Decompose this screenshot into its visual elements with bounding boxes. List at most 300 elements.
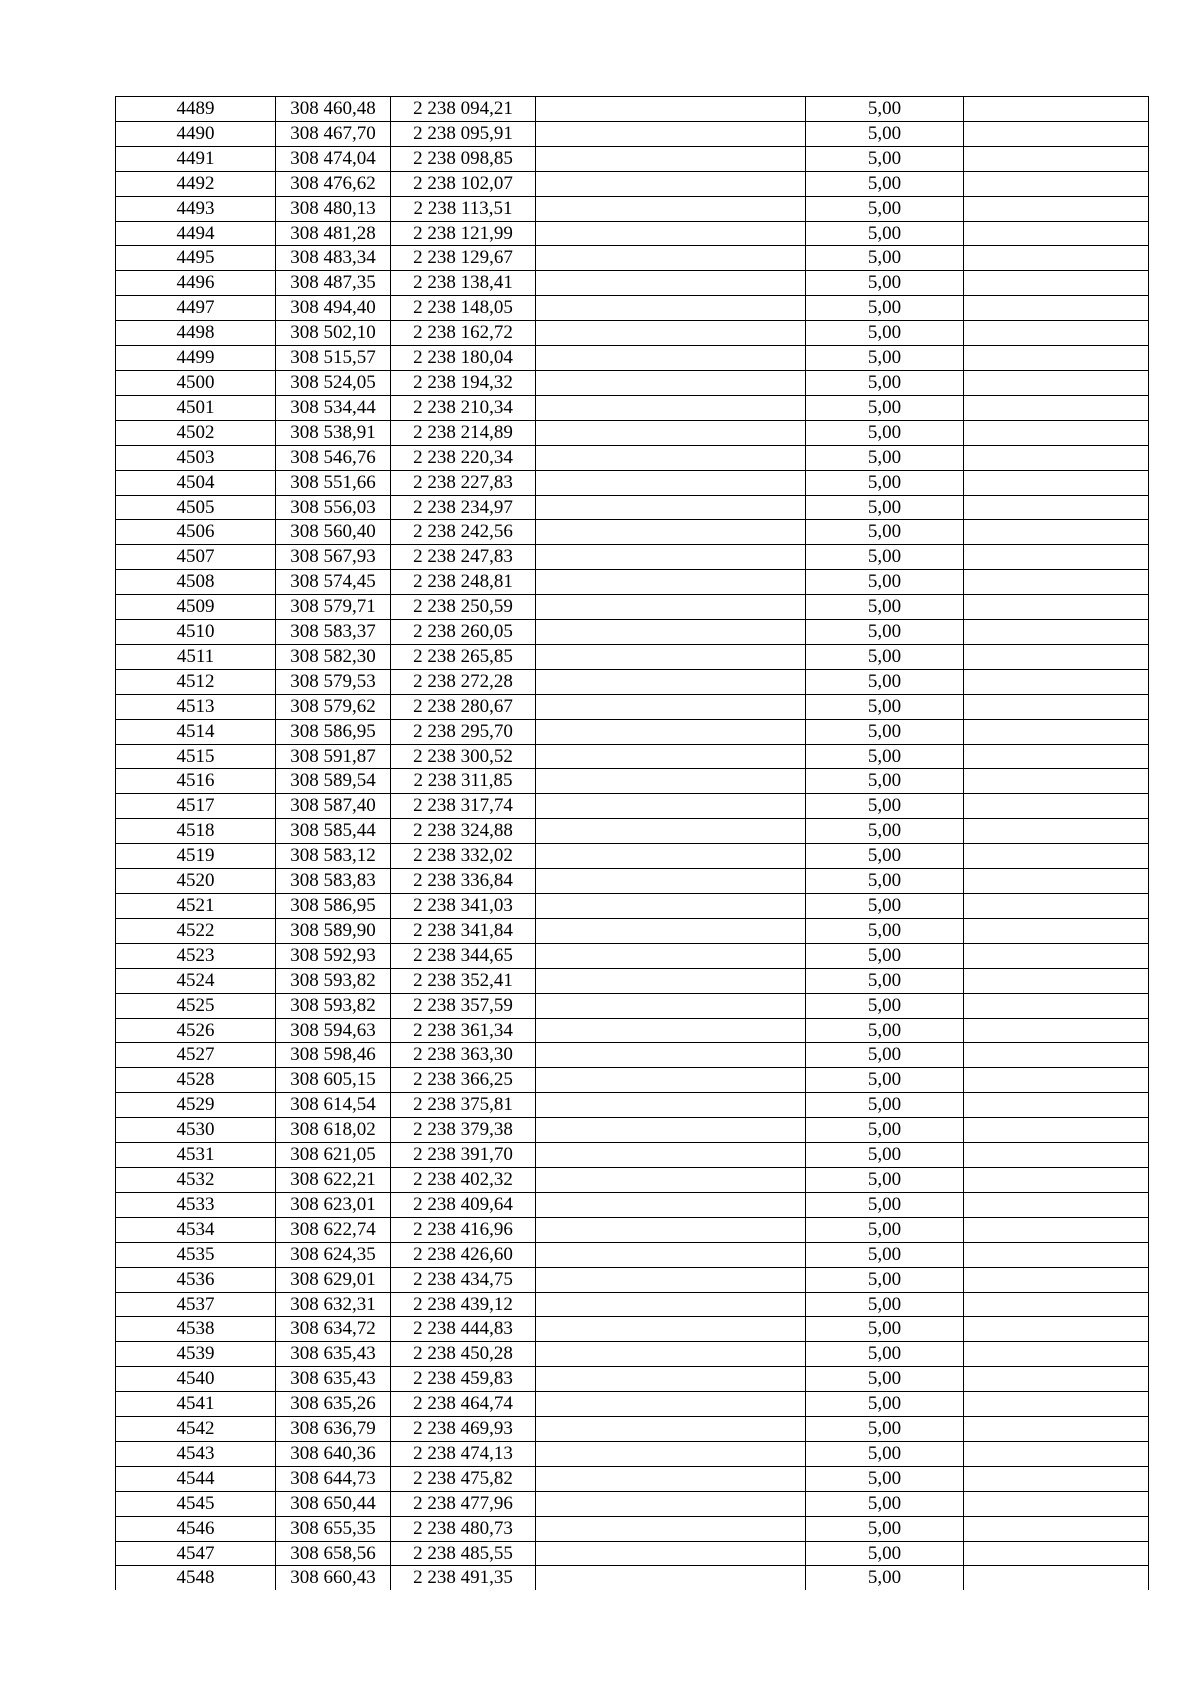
value-cell: 5,00	[806, 470, 964, 495]
table-row	[116, 1392, 1149, 1417]
x-coordinate-cell: 308 593,82	[276, 968, 391, 993]
remark-cell	[964, 1367, 1149, 1392]
point-number-cell: 4496	[116, 271, 276, 296]
point-number-cell: 4523	[116, 943, 276, 968]
x-coordinate-cell: 308 622,21	[276, 1167, 391, 1192]
table-row	[116, 1342, 1149, 1367]
y-coordinate-cell: 2 238 227,83	[391, 470, 536, 495]
point-number-cell: 4543	[116, 1441, 276, 1466]
remark-cell	[964, 1192, 1149, 1217]
point-number-cell: 4528	[116, 1068, 276, 1093]
table-row	[116, 520, 1149, 545]
point-number-cell: 4541	[116, 1392, 276, 1417]
x-coordinate-cell: 308 587,40	[276, 794, 391, 819]
remark-cell	[964, 1093, 1149, 1118]
y-coordinate-cell: 2 238 148,05	[391, 296, 536, 321]
empty-cell	[536, 719, 806, 744]
x-coordinate-cell: 308 614,54	[276, 1093, 391, 1118]
point-number-cell: 4531	[116, 1143, 276, 1168]
empty-cell	[536, 819, 806, 844]
remark-cell	[964, 445, 1149, 470]
y-coordinate-cell: 2 238 336,84	[391, 869, 536, 894]
point-number-cell: 4500	[116, 370, 276, 395]
remark-cell	[964, 146, 1149, 171]
remark-cell	[964, 1342, 1149, 1367]
empty-cell	[536, 1018, 806, 1043]
y-coordinate-cell: 2 238 469,93	[391, 1417, 536, 1442]
empty-cell	[536, 370, 806, 395]
remark-cell	[964, 694, 1149, 719]
value-cell: 5,00	[806, 894, 964, 919]
empty-cell	[536, 296, 806, 321]
point-number-cell: 4546	[116, 1516, 276, 1541]
table-row	[116, 121, 1149, 146]
point-number-cell: 4498	[116, 321, 276, 346]
remark-cell	[964, 968, 1149, 993]
x-coordinate-cell: 308 481,28	[276, 221, 391, 246]
x-coordinate-cell: 308 629,01	[276, 1267, 391, 1292]
x-coordinate-cell: 308 476,62	[276, 171, 391, 196]
y-coordinate-cell: 2 238 402,32	[391, 1167, 536, 1192]
empty-cell	[536, 1143, 806, 1168]
empty-cell	[536, 1417, 806, 1442]
value-cell: 5,00	[806, 1192, 964, 1217]
y-coordinate-cell: 2 238 444,83	[391, 1317, 536, 1342]
x-coordinate-cell: 308 621,05	[276, 1143, 391, 1168]
point-number-cell: 4509	[116, 595, 276, 620]
empty-cell	[536, 171, 806, 196]
y-coordinate-cell: 2 238 480,73	[391, 1516, 536, 1541]
empty-cell	[536, 1292, 806, 1317]
empty-cell	[536, 869, 806, 894]
table-row	[116, 894, 1149, 919]
y-coordinate-cell: 2 238 474,13	[391, 1441, 536, 1466]
table-row	[116, 1143, 1149, 1168]
point-number-cell: 4513	[116, 694, 276, 719]
remark-cell	[964, 1541, 1149, 1566]
point-number-cell: 4514	[116, 719, 276, 744]
value-cell: 5,00	[806, 545, 964, 570]
table-body	[116, 97, 1149, 1591]
empty-cell	[536, 1317, 806, 1342]
x-coordinate-cell: 308 585,44	[276, 819, 391, 844]
remark-cell	[964, 420, 1149, 445]
value-cell: 5,00	[806, 669, 964, 694]
value-cell: 5,00	[806, 943, 964, 968]
table-row	[116, 1292, 1149, 1317]
empty-cell	[536, 694, 806, 719]
remark-cell	[964, 296, 1149, 321]
y-coordinate-cell: 2 238 366,25	[391, 1068, 536, 1093]
empty-cell	[536, 968, 806, 993]
y-coordinate-cell: 2 238 194,32	[391, 370, 536, 395]
x-coordinate-cell: 308 483,34	[276, 246, 391, 271]
x-coordinate-cell: 308 579,62	[276, 694, 391, 719]
point-number-cell: 4542	[116, 1417, 276, 1442]
remark-cell	[964, 794, 1149, 819]
remark-cell	[964, 246, 1149, 271]
point-number-cell: 4533	[116, 1192, 276, 1217]
remark-cell	[964, 644, 1149, 669]
value-cell: 5,00	[806, 420, 964, 445]
value-cell: 5,00	[806, 644, 964, 669]
empty-cell	[536, 844, 806, 869]
value-cell: 5,00	[806, 869, 964, 894]
empty-cell	[536, 570, 806, 595]
y-coordinate-cell: 2 238 220,34	[391, 445, 536, 470]
table-row	[116, 1068, 1149, 1093]
remark-cell	[964, 470, 1149, 495]
x-coordinate-cell: 308 634,72	[276, 1317, 391, 1342]
point-number-cell: 4492	[116, 171, 276, 196]
y-coordinate-cell: 2 238 265,85	[391, 644, 536, 669]
x-coordinate-cell: 308 474,04	[276, 146, 391, 171]
empty-cell	[536, 993, 806, 1018]
remark-cell	[964, 545, 1149, 570]
table-row	[116, 445, 1149, 470]
table-row	[116, 869, 1149, 894]
remark-cell	[964, 1491, 1149, 1516]
table-row	[116, 744, 1149, 769]
empty-cell	[536, 196, 806, 221]
remark-cell	[964, 321, 1149, 346]
empty-cell	[536, 1167, 806, 1192]
table-row	[116, 918, 1149, 943]
x-coordinate-cell: 308 591,87	[276, 744, 391, 769]
point-number-cell: 4544	[116, 1466, 276, 1491]
empty-cell	[536, 620, 806, 645]
remark-cell	[964, 495, 1149, 520]
remark-cell	[964, 221, 1149, 246]
point-number-cell: 4534	[116, 1217, 276, 1242]
table-row	[116, 570, 1149, 595]
x-coordinate-cell: 308 598,46	[276, 1043, 391, 1068]
x-coordinate-cell: 308 640,36	[276, 1441, 391, 1466]
empty-cell	[536, 271, 806, 296]
value-cell: 5,00	[806, 520, 964, 545]
empty-cell	[536, 545, 806, 570]
y-coordinate-cell: 2 238 459,83	[391, 1367, 536, 1392]
remark-cell	[964, 1267, 1149, 1292]
value-cell: 5,00	[806, 769, 964, 794]
point-number-cell: 4517	[116, 794, 276, 819]
empty-cell	[536, 346, 806, 371]
remark-cell	[964, 520, 1149, 545]
value-cell: 5,00	[806, 1417, 964, 1442]
point-number-cell: 4538	[116, 1317, 276, 1342]
y-coordinate-cell: 2 238 491,35	[391, 1566, 536, 1590]
y-coordinate-cell: 2 238 434,75	[391, 1267, 536, 1292]
remark-cell	[964, 1292, 1149, 1317]
y-coordinate-cell: 2 238 234,97	[391, 495, 536, 520]
point-number-cell: 4501	[116, 395, 276, 420]
value-cell: 5,00	[806, 296, 964, 321]
remark-cell	[964, 943, 1149, 968]
point-number-cell: 4510	[116, 620, 276, 645]
empty-cell	[536, 1367, 806, 1392]
remark-cell	[964, 395, 1149, 420]
table-row	[116, 1018, 1149, 1043]
remark-cell	[964, 1068, 1149, 1093]
table-row	[116, 1441, 1149, 1466]
value-cell: 5,00	[806, 968, 964, 993]
table-row	[116, 470, 1149, 495]
remark-cell	[964, 121, 1149, 146]
empty-cell	[536, 246, 806, 271]
value-cell: 5,00	[806, 221, 964, 246]
empty-cell	[536, 1068, 806, 1093]
value-cell: 5,00	[806, 1118, 964, 1143]
table-row	[116, 545, 1149, 570]
value-cell: 5,00	[806, 1441, 964, 1466]
table-row	[116, 395, 1149, 420]
point-number-cell: 4497	[116, 296, 276, 321]
empty-cell	[536, 1441, 806, 1466]
y-coordinate-cell: 2 238 210,34	[391, 395, 536, 420]
y-coordinate-cell: 2 238 214,89	[391, 420, 536, 445]
x-coordinate-cell: 308 658,56	[276, 1541, 391, 1566]
y-coordinate-cell: 2 238 280,67	[391, 694, 536, 719]
x-coordinate-cell: 308 487,35	[276, 271, 391, 296]
y-coordinate-cell: 2 238 341,84	[391, 918, 536, 943]
remark-cell	[964, 1417, 1149, 1442]
x-coordinate-cell: 308 583,37	[276, 620, 391, 645]
table-row	[116, 1466, 1149, 1491]
empty-cell	[536, 1118, 806, 1143]
point-number-cell: 4512	[116, 669, 276, 694]
x-coordinate-cell: 308 624,35	[276, 1242, 391, 1267]
remark-cell	[964, 196, 1149, 221]
x-coordinate-cell: 308 534,44	[276, 395, 391, 420]
y-coordinate-cell: 2 238 242,56	[391, 520, 536, 545]
empty-cell	[536, 1267, 806, 1292]
value-cell: 5,00	[806, 1217, 964, 1242]
x-coordinate-cell: 308 635,26	[276, 1392, 391, 1417]
table-row	[116, 196, 1149, 221]
value-cell: 5,00	[806, 196, 964, 221]
remark-cell	[964, 346, 1149, 371]
point-number-cell: 4532	[116, 1167, 276, 1192]
y-coordinate-cell: 2 238 247,83	[391, 545, 536, 570]
x-coordinate-cell: 308 494,40	[276, 296, 391, 321]
table-row	[116, 1242, 1149, 1267]
x-coordinate-cell: 308 480,13	[276, 196, 391, 221]
remark-cell	[964, 1441, 1149, 1466]
y-coordinate-cell: 2 238 409,64	[391, 1192, 536, 1217]
table-row	[116, 346, 1149, 371]
table-row	[116, 1317, 1149, 1342]
table-row	[116, 993, 1149, 1018]
y-coordinate-cell: 2 238 098,85	[391, 146, 536, 171]
table-row	[116, 1566, 1149, 1590]
table-row	[116, 1267, 1149, 1292]
value-cell: 5,00	[806, 1043, 964, 1068]
table-row	[116, 1516, 1149, 1541]
table-row	[116, 644, 1149, 669]
remark-cell	[964, 1516, 1149, 1541]
y-coordinate-cell: 2 238 344,65	[391, 943, 536, 968]
table-row	[116, 1093, 1149, 1118]
point-number-cell: 4522	[116, 918, 276, 943]
value-cell: 5,00	[806, 1242, 964, 1267]
remark-cell	[964, 744, 1149, 769]
x-coordinate-cell: 308 582,30	[276, 644, 391, 669]
value-cell: 5,00	[806, 819, 964, 844]
empty-cell	[536, 495, 806, 520]
empty-cell	[536, 744, 806, 769]
table-row	[116, 296, 1149, 321]
x-coordinate-cell: 308 583,12	[276, 844, 391, 869]
y-coordinate-cell: 2 238 391,70	[391, 1143, 536, 1168]
empty-cell	[536, 470, 806, 495]
remark-cell	[964, 171, 1149, 196]
remark-cell	[964, 595, 1149, 620]
x-coordinate-cell: 308 546,76	[276, 445, 391, 470]
x-coordinate-cell: 308 635,43	[276, 1367, 391, 1392]
empty-cell	[536, 769, 806, 794]
point-number-cell: 4545	[116, 1491, 276, 1516]
empty-cell	[536, 1491, 806, 1516]
point-number-cell: 4540	[116, 1367, 276, 1392]
value-cell: 5,00	[806, 794, 964, 819]
value-cell: 5,00	[806, 620, 964, 645]
value-cell: 5,00	[806, 1516, 964, 1541]
value-cell: 5,00	[806, 346, 964, 371]
y-coordinate-cell: 2 238 477,96	[391, 1491, 536, 1516]
point-number-cell: 4502	[116, 420, 276, 445]
x-coordinate-cell: 308 644,73	[276, 1466, 391, 1491]
empty-cell	[536, 321, 806, 346]
point-number-cell: 4529	[116, 1093, 276, 1118]
table-row	[116, 1167, 1149, 1192]
empty-cell	[536, 1093, 806, 1118]
y-coordinate-cell: 2 238 300,52	[391, 744, 536, 769]
value-cell: 5,00	[806, 1167, 964, 1192]
x-coordinate-cell: 308 502,10	[276, 321, 391, 346]
remark-cell	[964, 1466, 1149, 1491]
table-row	[116, 420, 1149, 445]
value-cell: 5,00	[806, 918, 964, 943]
x-coordinate-cell: 308 605,15	[276, 1068, 391, 1093]
y-coordinate-cell: 2 238 094,21	[391, 97, 536, 122]
empty-cell	[536, 1217, 806, 1242]
y-coordinate-cell: 2 238 361,34	[391, 1018, 536, 1043]
empty-cell	[536, 420, 806, 445]
point-number-cell: 4489	[116, 97, 276, 122]
table-row	[116, 1217, 1149, 1242]
table-row	[116, 1192, 1149, 1217]
table-row	[116, 844, 1149, 869]
remark-cell	[964, 1118, 1149, 1143]
x-coordinate-cell: 308 574,45	[276, 570, 391, 595]
table-row	[116, 769, 1149, 794]
point-number-cell: 4536	[116, 1267, 276, 1292]
point-number-cell: 4530	[116, 1118, 276, 1143]
x-coordinate-cell: 308 586,95	[276, 894, 391, 919]
x-coordinate-cell: 308 592,93	[276, 943, 391, 968]
table-row	[116, 968, 1149, 993]
remark-cell	[964, 894, 1149, 919]
value-cell: 5,00	[806, 1143, 964, 1168]
point-number-cell: 4493	[116, 196, 276, 221]
table-row	[116, 1417, 1149, 1442]
table-row	[116, 694, 1149, 719]
table-row	[116, 794, 1149, 819]
empty-cell	[536, 1541, 806, 1566]
empty-cell	[536, 794, 806, 819]
remark-cell	[964, 271, 1149, 296]
y-coordinate-cell: 2 238 450,28	[391, 1342, 536, 1367]
value-cell: 5,00	[806, 1292, 964, 1317]
value-cell: 5,00	[806, 744, 964, 769]
value-cell: 5,00	[806, 1068, 964, 1093]
table-row	[116, 370, 1149, 395]
x-coordinate-cell: 308 632,31	[276, 1292, 391, 1317]
remark-cell	[964, 1167, 1149, 1192]
empty-cell	[536, 1242, 806, 1267]
table-row	[116, 495, 1149, 520]
point-number-cell: 4520	[116, 869, 276, 894]
point-number-cell: 4494	[116, 221, 276, 246]
empty-cell	[536, 445, 806, 470]
value-cell: 5,00	[806, 844, 964, 869]
y-coordinate-cell: 2 238 439,12	[391, 1292, 536, 1317]
remark-cell	[964, 669, 1149, 694]
point-number-cell: 4503	[116, 445, 276, 470]
point-number-cell: 4495	[116, 246, 276, 271]
x-coordinate-cell: 308 623,01	[276, 1192, 391, 1217]
point-number-cell: 4507	[116, 545, 276, 570]
value-cell: 5,00	[806, 146, 964, 171]
value-cell: 5,00	[806, 271, 964, 296]
empty-cell	[536, 1392, 806, 1417]
y-coordinate-cell: 2 238 426,60	[391, 1242, 536, 1267]
table-row	[116, 1541, 1149, 1566]
table-row	[116, 171, 1149, 196]
empty-cell	[536, 1516, 806, 1541]
empty-cell	[536, 146, 806, 171]
coordinates-table	[115, 96, 1149, 1590]
value-cell: 5,00	[806, 1018, 964, 1043]
remark-cell	[964, 620, 1149, 645]
remark-cell	[964, 1018, 1149, 1043]
y-coordinate-cell: 2 238 341,03	[391, 894, 536, 919]
empty-cell	[536, 1466, 806, 1491]
value-cell: 5,00	[806, 719, 964, 744]
x-coordinate-cell: 308 551,66	[276, 470, 391, 495]
value-cell: 5,00	[806, 595, 964, 620]
x-coordinate-cell: 308 538,91	[276, 420, 391, 445]
value-cell: 5,00	[806, 495, 964, 520]
point-number-cell: 4537	[116, 1292, 276, 1317]
y-coordinate-cell: 2 238 102,07	[391, 171, 536, 196]
x-coordinate-cell: 308 583,83	[276, 869, 391, 894]
empty-cell	[536, 395, 806, 420]
x-coordinate-cell: 308 467,70	[276, 121, 391, 146]
x-coordinate-cell: 308 586,95	[276, 719, 391, 744]
y-coordinate-cell: 2 238 295,70	[391, 719, 536, 744]
table-row	[116, 97, 1149, 122]
x-coordinate-cell: 308 515,57	[276, 346, 391, 371]
x-coordinate-cell: 308 622,74	[276, 1217, 391, 1242]
value-cell: 5,00	[806, 246, 964, 271]
table-row	[116, 620, 1149, 645]
point-number-cell: 4521	[116, 894, 276, 919]
y-coordinate-cell: 2 238 332,02	[391, 844, 536, 869]
point-number-cell: 4547	[116, 1541, 276, 1566]
value-cell: 5,00	[806, 694, 964, 719]
empty-cell	[536, 918, 806, 943]
